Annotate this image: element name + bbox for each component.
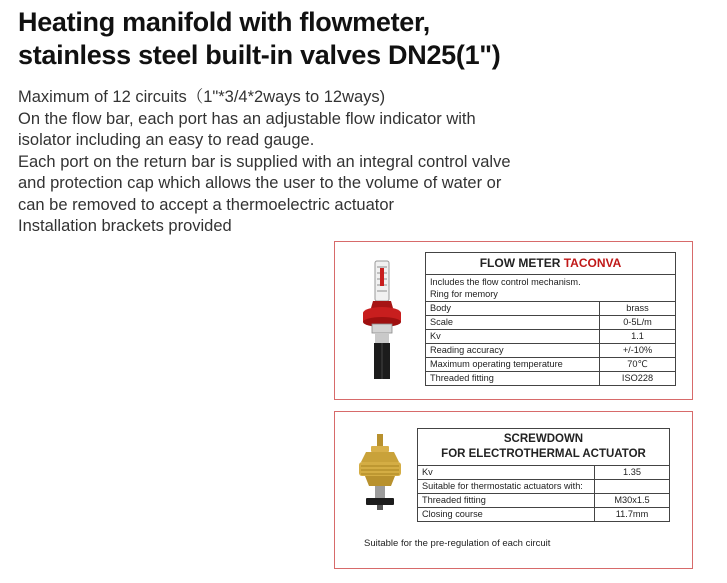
table-row <box>426 316 676 330</box>
flow-meter-title <box>426 253 676 275</box>
spec-label: Body <box>426 302 600 316</box>
table-row <box>426 344 676 358</box>
table-row <box>426 372 676 386</box>
table-header-row <box>418 429 670 466</box>
spec-label: Threaded fitting <box>426 372 600 386</box>
description-line: isolator including an easy to read gauge. <box>18 131 315 149</box>
table-row <box>418 508 670 522</box>
description <box>18 87 708 238</box>
flow-meter-panel <box>334 241 693 400</box>
title-line-2: stainless steel built-in valves DN25(1") <box>18 40 501 70</box>
flow-meter-note <box>426 275 676 302</box>
description-line: On the flow bar, each port has an adjustable flow indicator with <box>18 109 476 128</box>
screwdown-title-line-1: SCREWDOWN <box>503 433 584 445</box>
description-line: and protection cap which allows the user to the volume of water or <box>18 174 502 192</box>
table-row <box>418 466 670 480</box>
brand-name: TACONVA <box>563 256 622 270</box>
spec-label: Kv <box>418 466 595 480</box>
screwdown-footer-note: Suitable for the pre-regulation of each circuit <box>364 538 551 549</box>
spec-label: Threaded fitting <box>418 494 595 508</box>
table-row <box>426 302 676 316</box>
spec-value: brass <box>600 302 676 316</box>
screwdown-spec-table <box>417 428 670 522</box>
spec-value: 11.7mm <box>595 508 670 522</box>
spec-value: 1.1 <box>600 330 676 344</box>
table-row <box>426 358 676 372</box>
screwdown-valve-image <box>353 432 407 512</box>
description-line: can be removed to accept a thermoelectric actuator <box>18 195 395 214</box>
flow-meter-image <box>357 258 407 382</box>
spec-label: Suitable for thermostatic actuators with: <box>418 480 595 494</box>
description-line: Maximum of 12 circuits（1"*3/4*2ways to 12ways) <box>18 88 386 106</box>
spec-value: ISO228 <box>600 372 676 386</box>
screwdown-title-line-2: FOR ELECTROTHERMAL ACTUATOR <box>441 448 646 460</box>
description-line: Each port on the return bar is supplied with an integral control valve <box>18 152 511 171</box>
table-header-row <box>426 253 676 275</box>
flow-meter-title-prefix: FLOW METER <box>479 256 561 270</box>
description-line: Installation brackets provided <box>18 217 232 235</box>
screwdown-title <box>418 429 670 466</box>
note-line-1: Includes the flow control mechanism. <box>430 277 581 287</box>
spec-value <box>595 480 670 494</box>
table-row <box>426 330 676 344</box>
spec-label: Reading accuracy <box>426 344 600 358</box>
spec-label: Kv <box>426 330 600 344</box>
spec-label: Maximum operating temperature <box>426 358 600 372</box>
page-title <box>18 6 501 72</box>
table-row <box>418 480 670 494</box>
table-row <box>418 494 670 508</box>
table-row <box>426 275 676 302</box>
spec-label: Scale <box>426 316 600 330</box>
screwdown-panel <box>334 411 693 569</box>
spec-value: 70℃ <box>600 358 676 372</box>
spec-label: Closing course <box>418 508 595 522</box>
title-line-1: Heating manifold with flowmeter, <box>18 7 430 37</box>
spec-value: 1.35 <box>595 466 670 480</box>
note-line-2: Ring for memory <box>430 289 498 299</box>
spec-value: M30x1.5 <box>595 494 670 508</box>
spec-value: 0-5L/m <box>600 316 676 330</box>
spec-value: +/-10% <box>600 344 676 358</box>
flow-meter-spec-table <box>425 252 676 386</box>
